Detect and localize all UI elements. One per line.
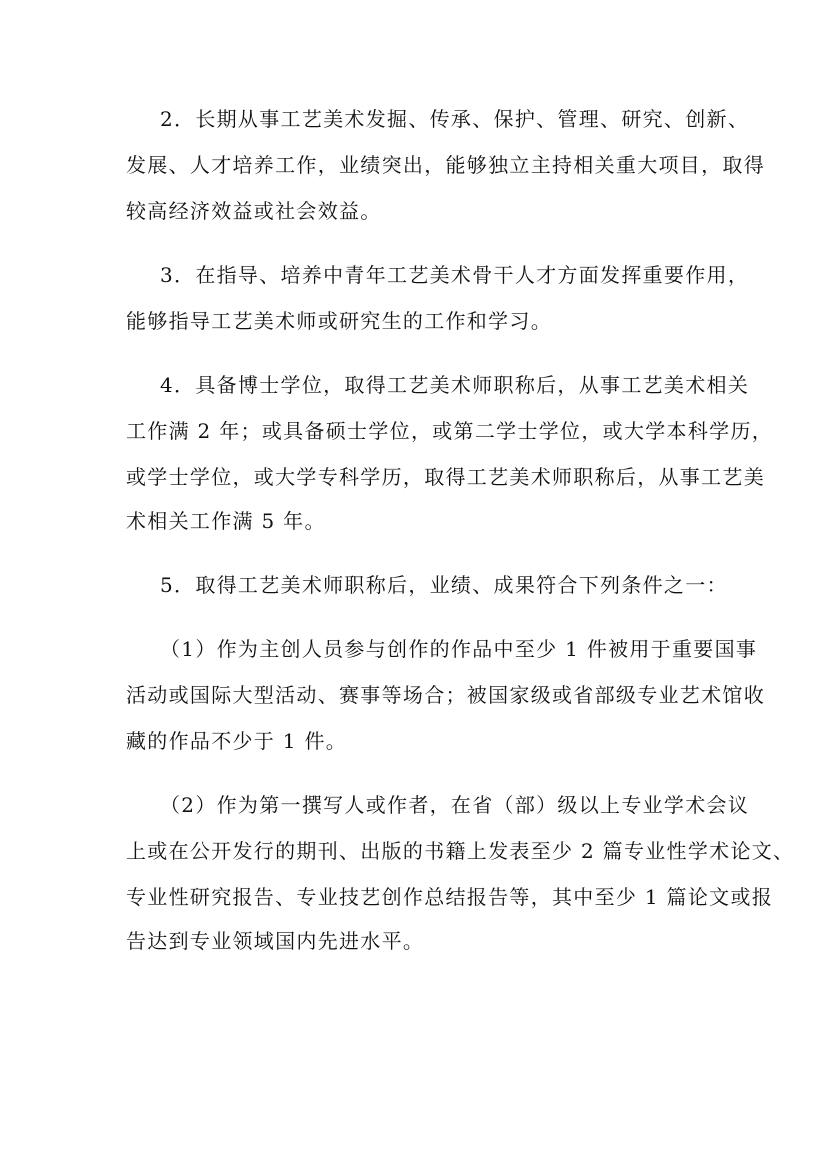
paragraph-4-line-2: 工作满 2 年；或具备硕士学位，或第二学士学位，或大学本科学历， bbox=[126, 419, 774, 443]
paragraph-5-2-line-2: 上或在公开发行的期刊、出版的书籍上发表至少 2 篇专业性学术论文、 bbox=[126, 839, 795, 863]
paragraph-5-1-line-1: （1）作为主创人员参与创作的作品中至少 1 件被用于重要国事 bbox=[160, 637, 758, 661]
paragraph-2-line-3: 较高经济效益或社会效益。 bbox=[126, 199, 382, 223]
paragraph-5-2-line-4: 告达到专业领域国内先进水平。 bbox=[126, 929, 425, 953]
paragraph-4-line-1: 4．具备博士学位，取得工艺美术师职称后，从事工艺美术相关 bbox=[160, 373, 750, 397]
paragraph-2-line-1: 2．长期从事工艺美术发掘、传承、保护、管理、研究、创新、 bbox=[160, 107, 750, 131]
paragraph-5-1-line-2: 活动或国际大型活动、赛事等场合；被国家级或省部级专业艺术馆收 bbox=[126, 683, 765, 707]
paragraph-5-2-line-1: （2）作为第一撰写人或作者，在省（部）级以上专业学术会议 bbox=[160, 793, 750, 817]
paragraph-5-2-line-3: 专业性研究报告、专业技艺创作总结报告等，其中至少 1 篇论文或报 bbox=[126, 885, 774, 909]
paragraph-3-line-2: 能够指导工艺美术师或研究生的工作和学习。 bbox=[126, 309, 552, 333]
paragraph-4-line-3: 或学士学位，或大学专科学历，取得工艺美术师职称后，从事工艺美 bbox=[126, 465, 765, 489]
paragraph-4-line-4: 术相关工作满 5 年。 bbox=[126, 509, 326, 533]
paragraph-3-line-1: 3．在指导、培养中青年工艺美术骨干人才方面发挥重要作用， bbox=[160, 263, 750, 287]
paragraph-5-line-1: 5．取得工艺美术师职称后，业绩、成果符合下列条件之一： bbox=[160, 573, 728, 597]
paragraph-5-1-line-3: 藏的作品不少于 1 件。 bbox=[126, 729, 348, 753]
paragraph-2-line-2: 发展、人才培养工作，业绩突出，能够独立主持相关重大项目，取得 bbox=[126, 153, 765, 177]
